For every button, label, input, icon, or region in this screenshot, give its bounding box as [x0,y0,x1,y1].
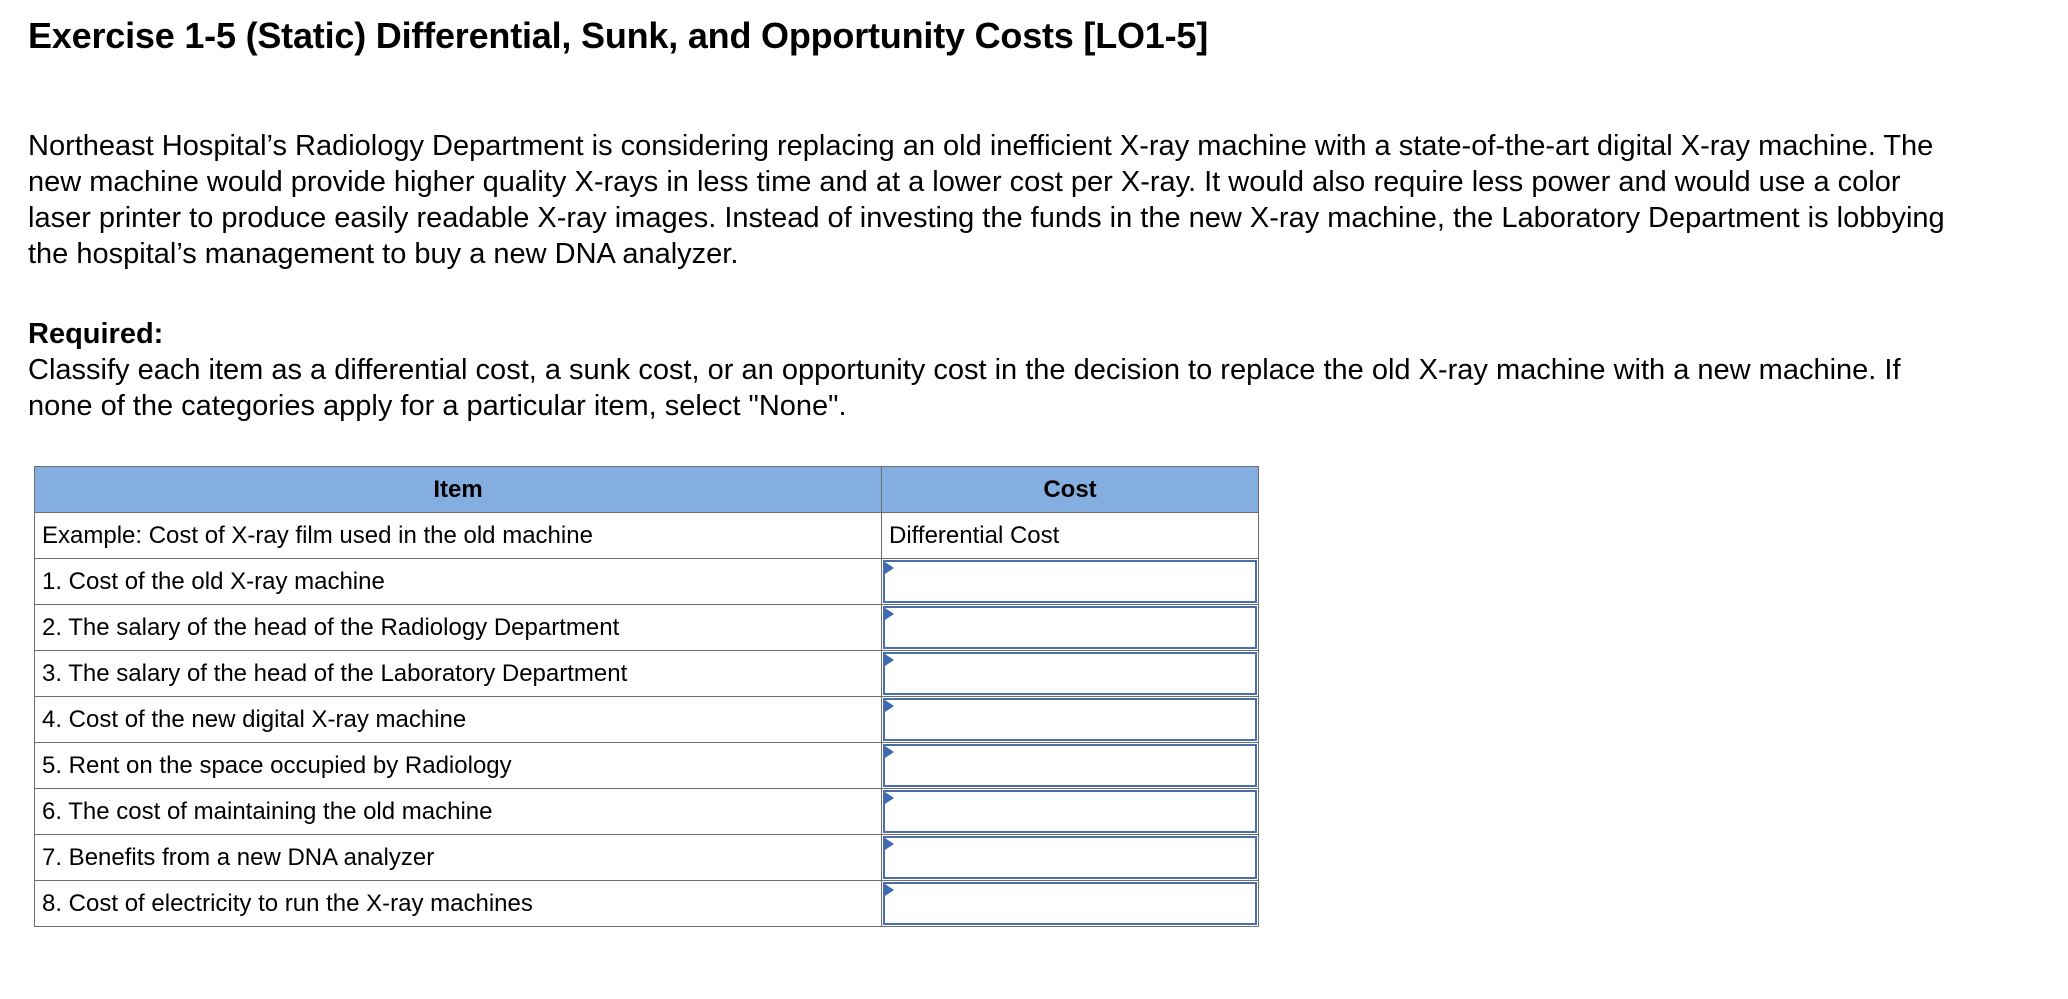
cost-dropdown[interactable] [883,698,1257,741]
required-label: Required: [28,318,164,350]
table-row [35,881,1259,927]
example-cost-cell: Differential Cost [882,513,1259,559]
table-row [35,559,1259,605]
dropdown-indicator-icon [885,884,894,896]
table-row [35,605,1259,651]
item-cell: 5. Rent on the space occupied by Radiology [35,743,882,789]
cost-dropdown[interactable] [883,744,1257,787]
cost-dropdown[interactable] [883,606,1257,649]
item-cell: 3. The salary of the head of the Laboratory Department [35,651,882,697]
item-cell: 4. Cost of the new digital X-ray machine [35,697,882,743]
cost-cell [882,789,1259,835]
table-row [35,697,1259,743]
dropdown-indicator-icon [885,792,894,804]
intro-paragraph: Northeast Hospital’s Radiology Department is considering replacing an old inefficient X-ray machine with a state-of-the-art digital X-ray machine. The new machine would provide higher quality X-rays in less time and at a lower cost per X-ray. It would also require less power and would use a color laser printer to produce easily readable X-ray images. Instead of investing the funds in the new X-ray machine, the Laboratory Department is lobbying the hospital’s management to buy a new DNA analyzer. [28,130,1945,270]
example-item-cell: Example: Cost of X-ray film used in the old machine [35,513,882,559]
item-cell: 6. The cost of maintaining the old machine [35,789,882,835]
cost-dropdown[interactable] [883,790,1257,833]
table-row [35,651,1259,697]
example-row [35,513,1259,559]
cost-cell [882,697,1259,743]
table-row [35,835,1259,881]
cost-cell [882,559,1259,605]
table-row [35,743,1259,789]
cost-dropdown[interactable] [883,652,1257,695]
cost-cell [882,835,1259,881]
cost-dropdown[interactable] [883,882,1257,925]
dropdown-indicator-icon [885,562,894,574]
required-instructions: Classify each item as a differential cost, a sunk cost, or an opportunity cost in the decision to replace the old X-ray machine with a new machine. If none of the categories apply for a particular item, select "None". [28,354,1901,422]
cost-column-header: Cost [882,467,1259,513]
table-row [35,789,1259,835]
page-title: Exercise 1-5 (Static) Differential, Sunk, and Opportunity Costs [LO1-5] [28,15,1209,56]
dropdown-indicator-icon [885,654,894,666]
item-cell: 8. Cost of electricity to run the X-ray machines [35,881,882,927]
cost-cell [882,881,1259,927]
item-cell: 2. The salary of the head of the Radiology Department [35,605,882,651]
item-cell: 1. Cost of the old X-ray machine [35,559,882,605]
classification-table [34,466,1259,927]
exercise-content [28,14,1988,424]
table-header-row [35,467,1259,513]
cost-cell [882,651,1259,697]
item-cell: 7. Benefits from a new DNA analyzer [35,835,882,881]
cost-dropdown[interactable] [883,836,1257,879]
dropdown-indicator-icon [885,838,894,850]
dropdown-indicator-icon [885,700,894,712]
cost-cell [882,743,1259,789]
dropdown-indicator-icon [885,608,894,620]
dropdown-indicator-icon [885,746,894,758]
item-column-header: Item [35,467,882,513]
cost-dropdown[interactable] [883,560,1257,603]
cost-cell [882,605,1259,651]
